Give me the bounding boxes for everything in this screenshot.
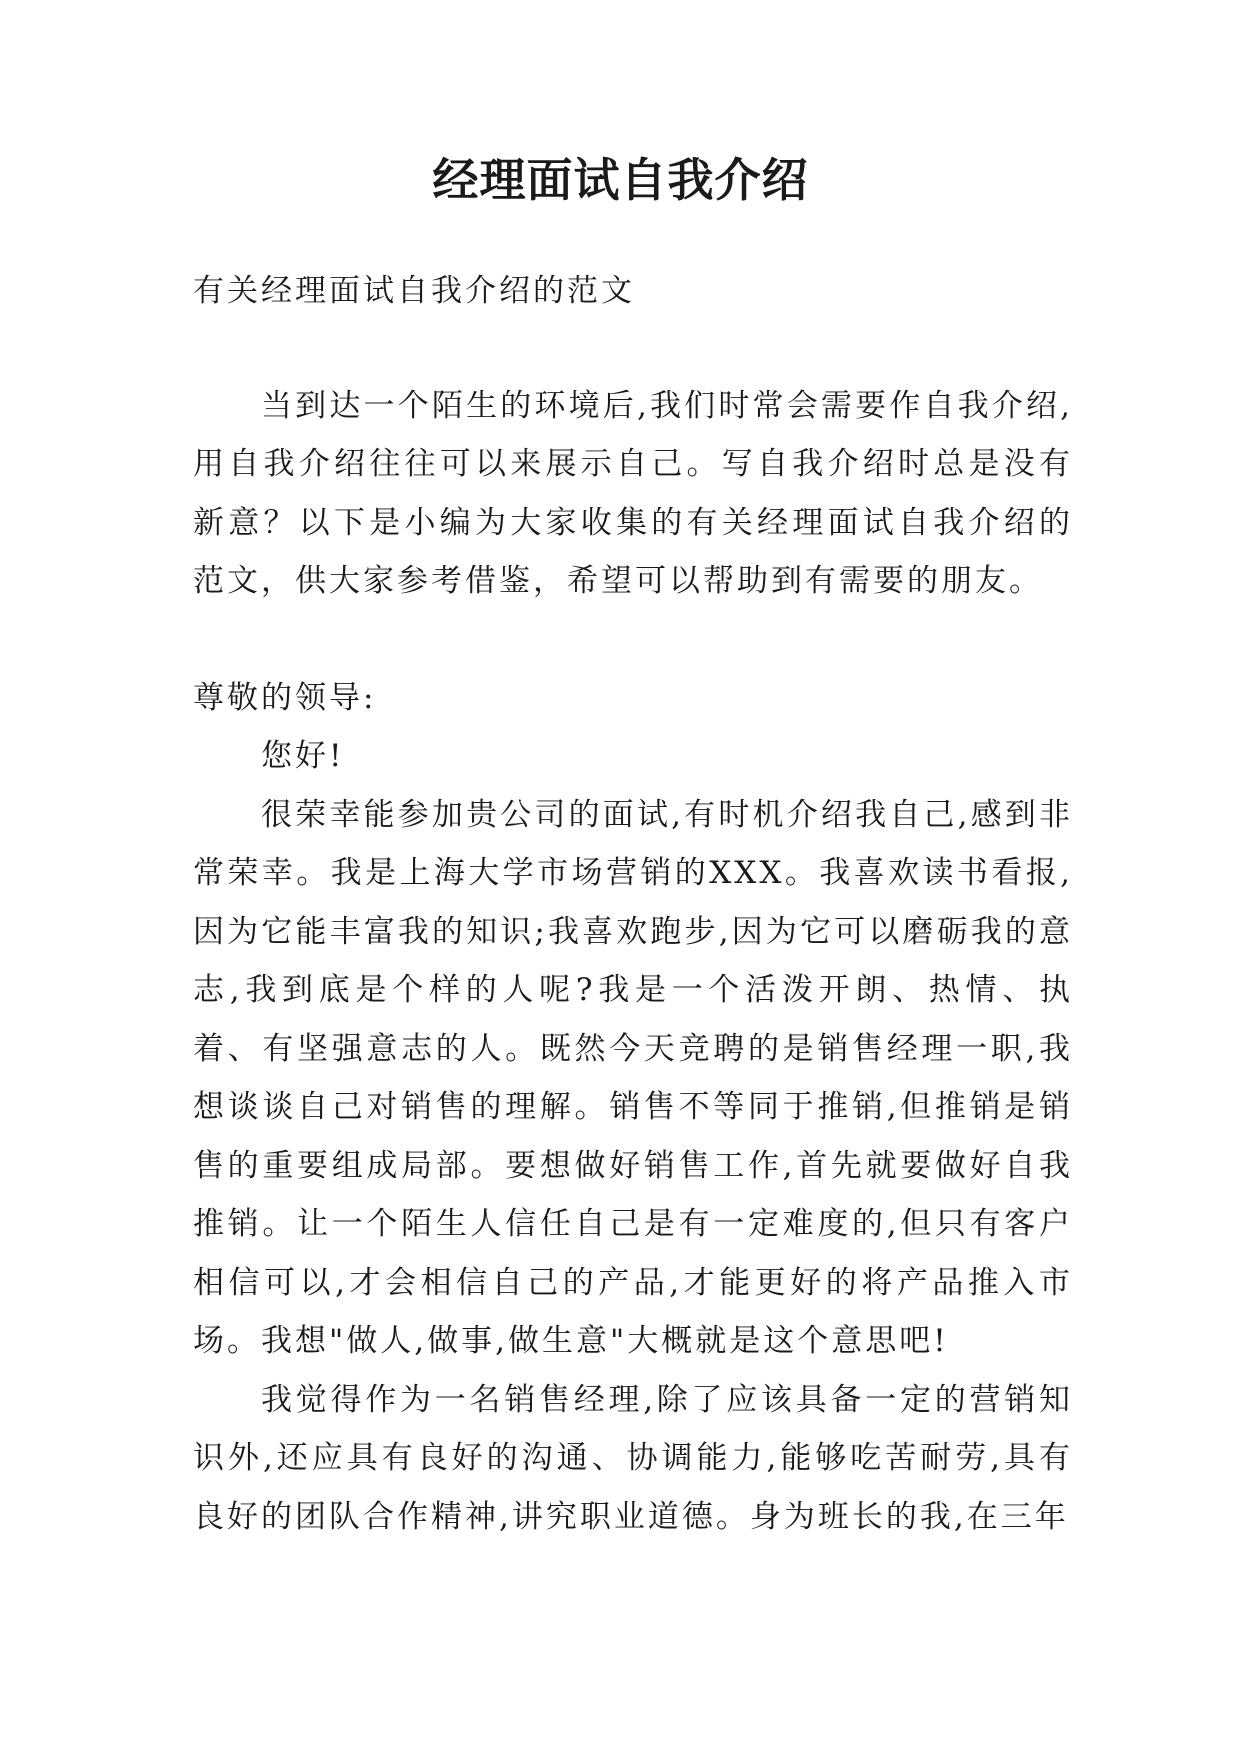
body-paragraph-2: 我觉得作为一名销售经理,除了应该具备一定的营销知识外,还应具有良好的沟通、协调能力,能够吃苦耐劳,具有良好的团队合作精神,讲究职业道德。身为班长的我,在三年 xyxy=(193,1381,1073,1535)
greeting: 您好! xyxy=(261,738,345,774)
document-title: 经理面试自我介绍 xyxy=(432,153,809,207)
intro-paragraph: 当到达一个陌生的环境后,我们时常会需要作自我介绍,用自我介绍往往可以来展示自己。写自我介绍时总是没有新意？以下是小编为大家收集的有关经理面试自我介绍的范文，供大家参考借鉴，希望可以帮助到有需要的朋友。 xyxy=(193,387,1073,599)
body-paragraph-1: 很荣幸能参加贵公司的面试,有时机介绍我自己,感到非常荣幸。我是上海大学市场营销的XXX。我喜欢读书看报,因为它能丰富我的知识;我喜欢跑步,因为它可以磨砺我的意志,我到底是个样的人呢?我是一个活泼开朗、热情、执着、有坚强意志的人。既然今天竞聘的是销售经理一职,我想谈谈自己对销售的理解。销售不等同于推销,但推销是销售的重要组成局部。要想做好销售工作,首先就要做好自我推销。让一个陌生人信任自己是有一定难度的,但只有客户相信可以,才会相信自己的产品,才能更好的将产品推入市场。我想"做人,做事,做生意"大概就是这个意思吧! xyxy=(193,796,1073,1359)
salutation: 尊敬的领导: xyxy=(193,679,377,716)
document-body xyxy=(193,262,1073,1546)
document-subtitle: 有关经理面试自我介绍的范文 xyxy=(193,273,635,309)
